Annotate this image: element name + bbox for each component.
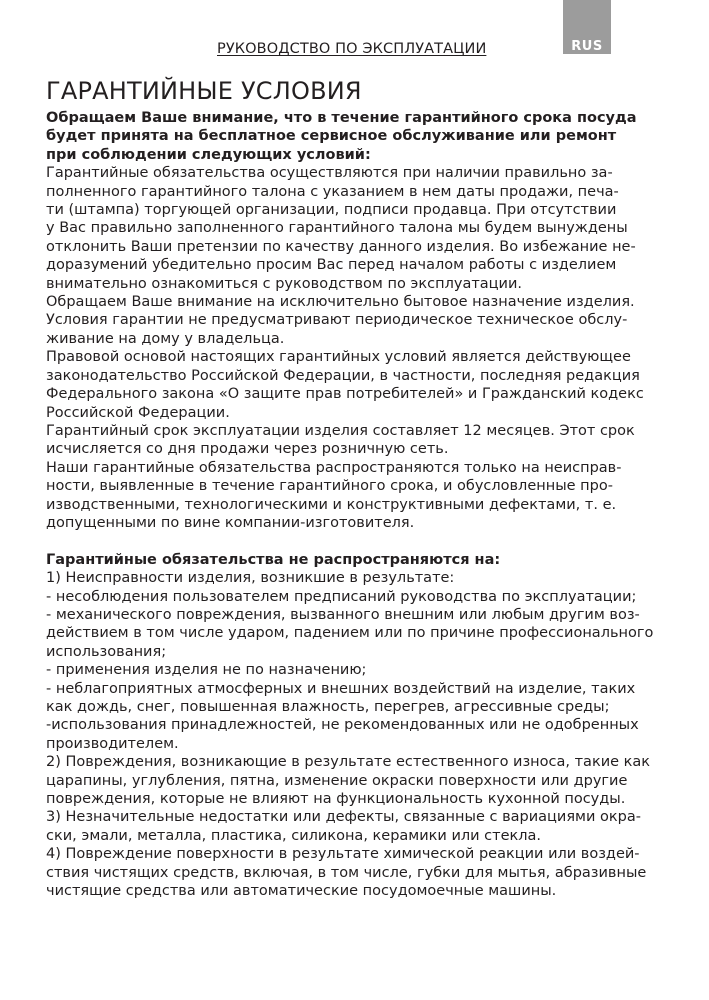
intro-paragraph [46,109,668,164]
exclusion-line: - применения изделия не по назначению; [46,662,367,679]
intro-line: при соблюдении следующих условий: [46,146,371,163]
body-line: допущенными по вине компании-изготовителя. [46,514,415,531]
body-line: отклонить Ваши претензии по качеству данного изделия. Во избежание не- [46,238,636,255]
exclusion-line: -использования принадлежностей, не рекомендованных или не одобренных [46,717,639,734]
body-line: Наши гарантийные обязательства распространяются только на неисправ- [46,459,622,476]
exclusion-line: 2) Повреждения, возникающие в результате естественного износа, такие как [46,754,651,771]
body-line: Федерального закона «О защите прав потребителей» и Гражданский кодекс [46,386,644,403]
exclusion-line: - механического повреждения, вызванного внешним или любым другим воз- [46,606,640,623]
body-line: ности, выявленные в течение гарантийного срока, и обусловленные про- [46,478,613,495]
body-text [46,164,668,532]
page-content [46,76,668,900]
body-line: Гарантийный срок эксплуатации изделия составляет 12 месяцев. Этот срок [46,422,635,439]
exclusion-line: ствия чистящих средств, включая, в том числе, губки для мытья, абразивные [46,864,647,881]
section-heading: Гарантийные обязательства не распространяются на: [46,551,501,568]
page-title: ГАРАНТИЙНЫЕ УСЛОВИЯ [46,77,362,105]
intro-line: Обращаем Ваше внимание, что в течение гарантийного срока посуда [46,110,637,126]
body-line: живание на дому у владельца. [46,330,285,347]
exclusion-line: - неблагоприятных атмосферных и внешних воздействий на изделие, таких [46,680,636,697]
exclusion-line: производителем. [46,735,179,752]
exclusion-line: чистящие средства или автоматические посудомоечные машины. [46,883,557,900]
exclusion-line: 3) Незначительные недостатки или дефекты, связанные с вариациями окра- [46,809,641,826]
header-title: РУКОВОДСТВО ПО ЭКСПЛУАТАЦИИ [217,41,487,57]
body-line: Условия гарантии не предусматривают периодическое техническое обслу- [46,312,628,329]
paragraph-spacer [46,532,668,550]
exclusion-line: царапины, углубления, пятна, изменение окраски поверхности или другие [46,772,628,789]
body-line: Российской Федерации. [46,404,230,421]
body-line: исчисляется со дня продажи через розничную сеть. [46,441,449,458]
exclusion-line: повреждения, которые не влияют на функциональность кухонной посуды. [46,791,626,808]
body-line: у Вас правильно заполненного гарантийного талона мы будем вынуждены [46,220,628,237]
intro-line: будет принята на бесплатное сервисное обслуживание или ремонт [46,128,617,145]
body-line: законодательство Российской Федерации, в частности, последняя редакция [46,367,640,384]
body-line: ти (штампа) торгующей организации, подписи продавца. При отсутствии [46,202,617,219]
exclusions-list [46,569,668,900]
body-line: Гарантийные обязательства осуществляются при наличии правильно за- [46,165,613,182]
body-line: Правовой основой настоящих гарантийных условий является действующее [46,349,631,366]
exclusion-line: 1) Неисправности изделия, возникшие в результате: [46,570,455,587]
language-tab: RUS [563,0,611,54]
body-line: Обращаем Ваше внимание на исключительно бытовое назначение изделия. [46,294,635,311]
body-line: доразумений убедительно просим Вас перед началом работы с изделием [46,257,617,274]
exclusion-line: - несоблюдения пользователем предписаний руководства по эксплуатации; [46,588,637,605]
exclusion-line: действием в том числе ударом, падением или по причине профессионального [46,625,654,642]
body-line: изводственными, технологическими и конструктивными дефектами, т. е. [46,496,617,513]
body-line: внимательно ознакомиться с руководством по эксплуатации. [46,275,522,292]
exclusion-line: использования; [46,643,167,660]
exclusion-line: как дождь, снег, повышенная влажность, перегрев, агрессивные среды; [46,698,610,715]
exclusion-line: 4) Повреждение поверхности в результате химической реакции или воздей- [46,846,640,863]
body-line: полненного гарантийного талона с указанием в нем даты продажи, печа- [46,183,619,200]
exclusion-line: ски, эмали, металла, пластика, силикона, керамики или стекла. [46,827,542,844]
